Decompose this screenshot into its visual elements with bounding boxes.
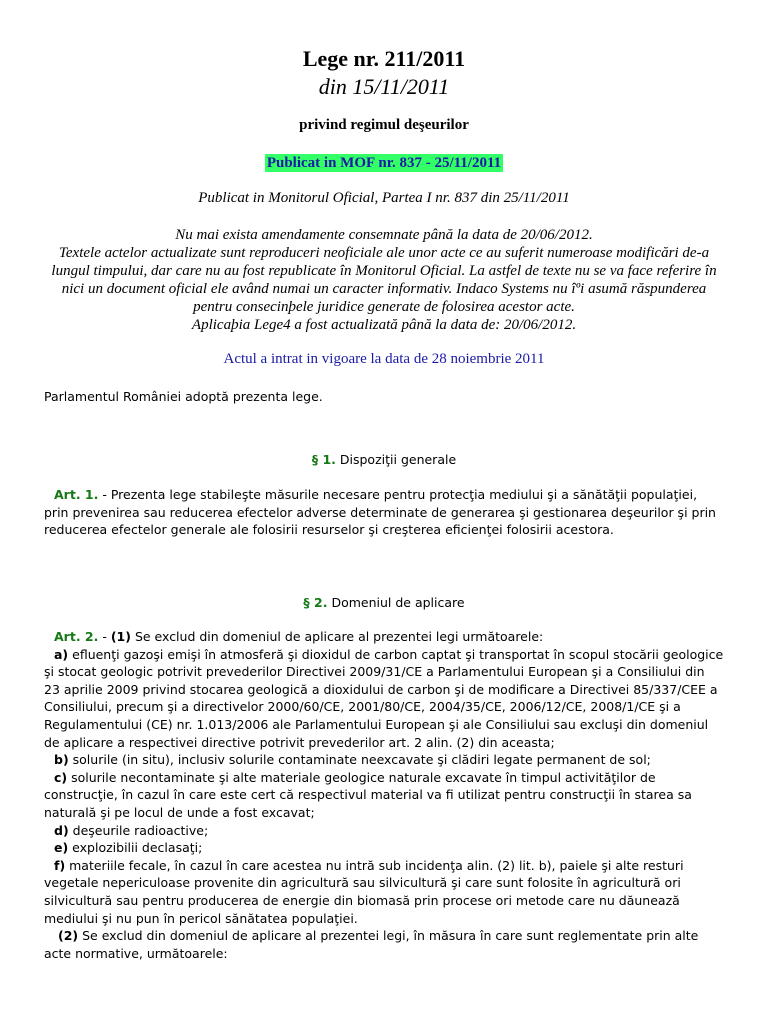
- disclaimer-line: pentru consecinþele juridice generate de folosirea acestor acte.: [193, 299, 575, 315]
- disclaimer-line: nici un document oficial ele având numai un caracter informativ. Indaco Systems nu îºi asumă răspunderea: [61, 281, 707, 297]
- disclaimer: [30, 226, 738, 334]
- law-date: din 15/11/2011: [318, 74, 450, 99]
- item-letter: b): [54, 752, 69, 768]
- section-number[interactable]: § 2.: [303, 595, 328, 610]
- item-letter: e): [54, 840, 69, 856]
- section-heading-2: [0, 594, 768, 612]
- section-title: Dispoziţii generale: [339, 452, 457, 467]
- disclaimer-line: lungul timpului, dar care nu au fost republicate în Monitorul Oficial. La astfel de texte nu se va face referire în: [51, 263, 717, 279]
- paragraph-text: Se exclud din domeniul de aplicare al prezentei legi următoarele:: [130, 629, 544, 644]
- article-dash: -: [98, 629, 111, 644]
- article-2: [44, 628, 724, 962]
- disclaimer-line: Aplicaþia Lege4 a fost actualizată până la data de: 20/06/2012.: [191, 317, 577, 333]
- item-letter: c): [54, 769, 68, 785]
- published-note: Publicat in Monitorul Oficial, Partea I nr. 837 din 25/11/2011: [198, 190, 570, 206]
- section-heading-1: [0, 451, 768, 469]
- paragraph-number: (1): [110, 629, 131, 644]
- paragraph-number: (2): [58, 928, 79, 944]
- article-1-heading[interactable]: Art. 1.: [54, 487, 99, 502]
- item-text: efluenţi gazoşi emişi în atmosferă şi dioxidul de carbon captat şi transportat în scopul stocării geologice şi stocat geologic potrivit prevederilor Directivei 2009/31/CE a Parlamentului European şi a Consiliului din 23 aprilie 2009 privind stocarea geologică a dioxidului de carbon şi de modificare a Directivei 85/337/CEE a Consiliului, precum şi a directivelor 2000/60/CE, 2001/80/CE, 2004/35/CE, 2006/12/CE, 2008/1/CE şi a Regulamentului (CE) nr. 1.013/2006 ale Parlamentului European şi ale Consiliului sau excluşi din domeniul de aplicare a respectivei directive potrivit prevederilor art. 2 alin. (2) din aceasta;: [44, 646, 724, 750]
- law-subject: privind regimul deşeurilor: [299, 117, 469, 133]
- paragraph-text: Se exclud din domeniul de aplicare al prezentei legi, în măsura în care sunt reglementate prin alte acte normative, următoarele:: [44, 928, 699, 961]
- in-force-link[interactable]: Actul a intrat in vigoare la data de 28 noiembrie 2011: [223, 351, 545, 367]
- disclaimer-line: Textele actelor actualizate sunt reproduceri neoficiale ale unor acte ce au suferit numeroase modificări de-a: [58, 245, 710, 261]
- item-letter: a): [54, 646, 69, 662]
- disclaimer-line: Nu mai exista amendamente consemnate până la data de 20/06/2012.: [175, 227, 593, 243]
- parliament-adoption: Parlamentul României adoptă prezenta lege.: [44, 389, 323, 404]
- item-text: materiile fecale, în cazul în care acestea nu intră sub incidenţa alin. (2) lit. b), paiele şi alte resturi vegetale nepericuloase provenite din agricultură sau silvicultură şi care sunt folosite în agricultură ori silvicultură sau pentru producerea de energie din biomasă prin procese ori metode care nu dăunează mediului şi nu pun în pericol sănătatea populaţiei.: [44, 857, 684, 926]
- item-text: explozibilii declasaţi;: [68, 840, 203, 856]
- law-title: Lege nr. 211/2011: [302, 46, 466, 71]
- item-text: deşeurile radioactive;: [68, 822, 209, 838]
- section-title: Domeniul de aplicare: [331, 595, 465, 610]
- section-number[interactable]: § 1.: [311, 452, 336, 467]
- article-2-heading[interactable]: Art. 2.: [54, 629, 99, 644]
- article-1-text: - Prezenta lege stabileşte măsurile necesare pentru protecţia mediului şi a sănătăţii populaţiei, prin prevenirea sau reducerea efectelor adverse determinate de generarea şi gestionarea deşeurilor şi prin reducerea efectelor generale ale folosirii resurselor şi creşterea eficienţei folosirii acestora.: [44, 487, 716, 538]
- mof-badge[interactable]: Publicat in MOF nr. 837 - 25/11/2011: [266, 155, 502, 171]
- item-letter: f): [54, 857, 66, 873]
- article-1: [44, 486, 724, 539]
- item-text: solurile (in situ), inclusiv solurile contaminate neexcavate şi clădiri legate permanent de sol;: [68, 752, 651, 768]
- item-text: solurile necontaminate şi alte materiale geologice naturale excavate în timpul activităţilor de construcţie, în cazul în care este cert că respectivul material va fi utilizat pentru construcţii în starea sa naturală şi pe locul de unde a fost excavat;: [44, 769, 692, 820]
- item-letter: d): [54, 822, 69, 838]
- mof-badge-row: [0, 154, 768, 172]
